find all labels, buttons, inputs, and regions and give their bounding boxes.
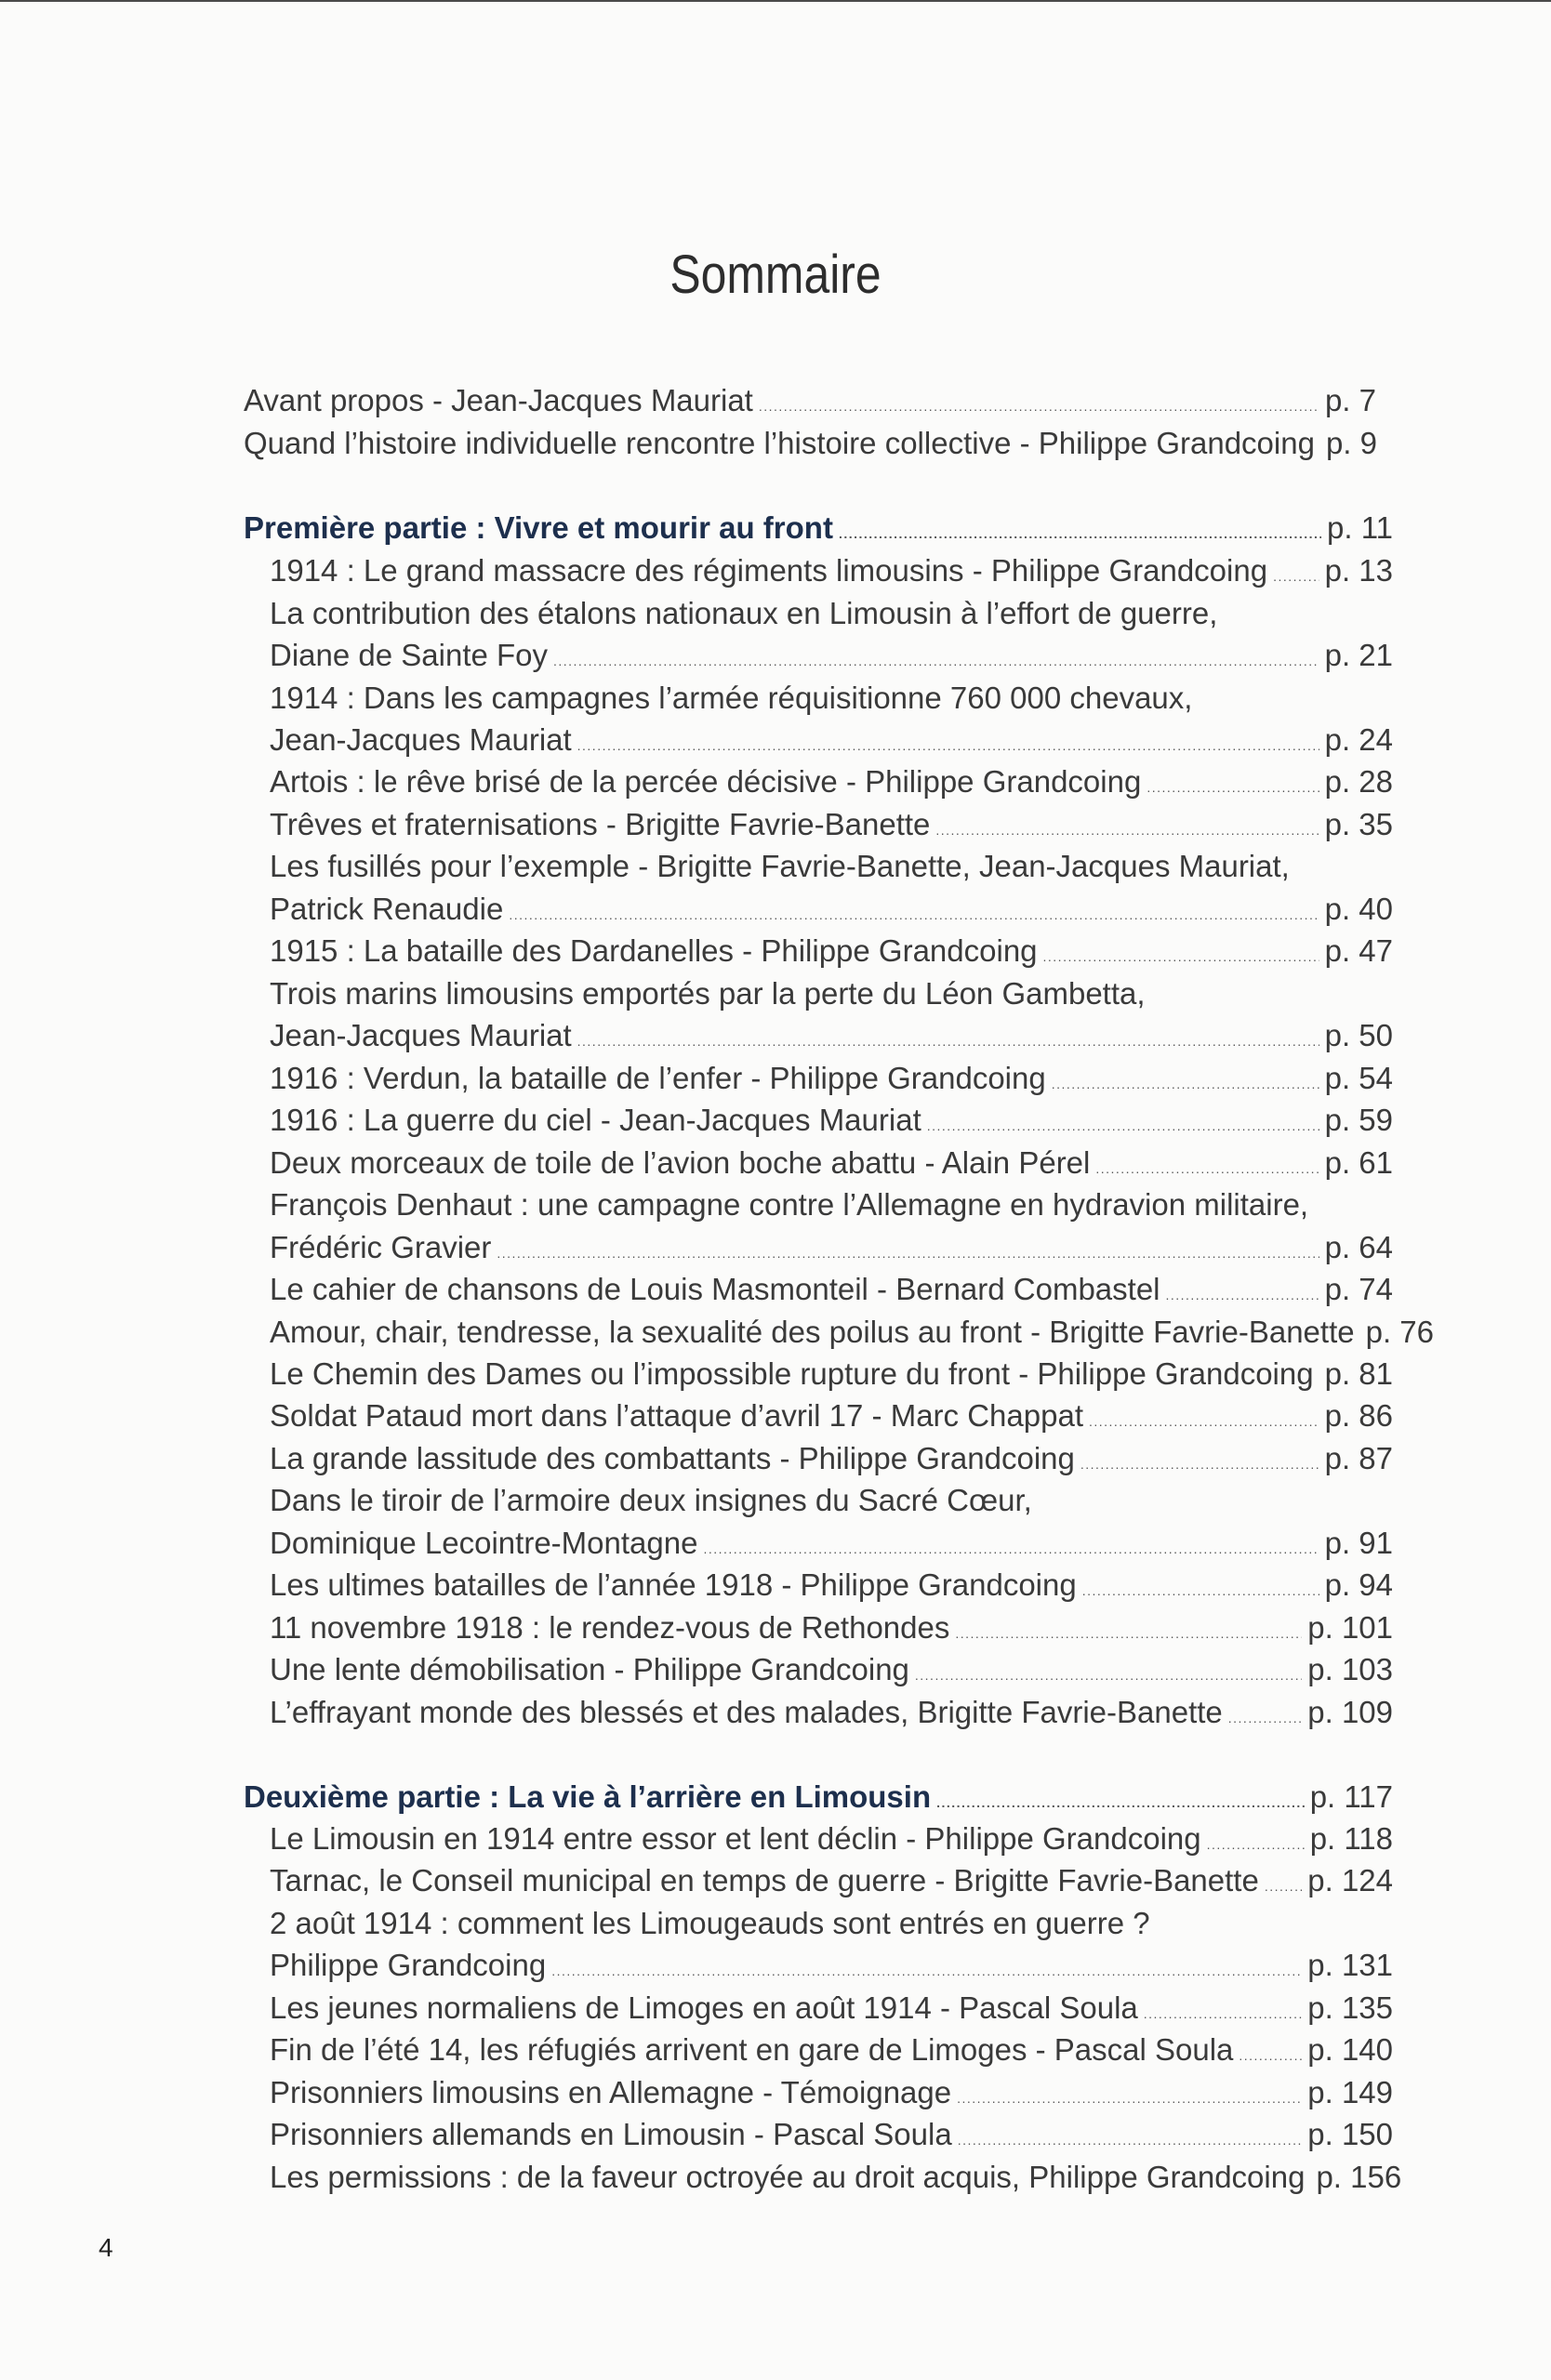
page-number: 4 [99, 2233, 113, 2262]
dot-leader [551, 1944, 1302, 1992]
toc-entry-title: Jean-Jacques Mauriat [270, 1018, 572, 1052]
toc-entry-page: p. 87 [1324, 1441, 1393, 1475]
toc-entry [270, 1564, 1393, 1606]
toc-entry-title: Trêves et fraternisations - Brigitte Favrie-Banette [270, 807, 931, 841]
toc-entry [270, 1268, 1393, 1311]
toc-entry [270, 930, 1393, 972]
toc-entry-title: 1916 : Verdun, la bataille de l’enfer - Philippe Grandcoing [270, 1061, 1046, 1095]
toc-entry [270, 2156, 1402, 2199]
toc-entry-page: p. 150 [1307, 2117, 1393, 2151]
dot-leader [1043, 930, 1319, 978]
dot-leader [915, 1648, 1302, 1697]
toc-entry [270, 1057, 1393, 1100]
toc-entry-page: p. 131 [1307, 1948, 1393, 1982]
toc-entry [270, 1014, 1393, 1057]
toc-entry-page: p. 118 [1309, 1821, 1393, 1856]
toc-entry-page: p. 149 [1307, 2075, 1393, 2109]
toc-entry [244, 379, 1376, 422]
toc-entry-title: Dominique Lecointre-Montagne [270, 1526, 698, 1560]
toc-entry-title: Les permissions : de la faveur octroyée au droit acquis, Philippe Grandcoing [270, 2160, 1306, 2194]
toc-entry-title: La grande lassitude des combattants - Philippe Grandcoing [270, 1441, 1075, 1475]
toc-entry-line: Les fusillés pour l’exemple - Brigitte Favrie-Banette, Jean-Jacques Mauriat, [270, 849, 1290, 883]
toc-entry-page: p. 50 [1324, 1018, 1393, 1052]
dot-leader [1273, 549, 1319, 598]
toc-entry-page: p. 135 [1307, 1990, 1393, 2025]
toc-entry [270, 1142, 1393, 1184]
toc-entry-title: Deux morceaux de toile de l’avion boche abattu - Alain Pérel [270, 1145, 1091, 1180]
toc-part-heading [244, 1776, 1393, 1818]
toc-entry [270, 1311, 1434, 1354]
dot-leader [958, 2113, 1303, 2162]
dot-leader [839, 507, 1321, 555]
toc-entry [270, 1353, 1393, 1395]
toc-entry-line: Trois marins limousins emportés par la perte du Léon Gambetta, [270, 976, 1146, 1011]
toc-entry [270, 2029, 1393, 2071]
toc-entry-title: 1915 : La bataille des Dardanelles - Philippe Grandcoing [270, 933, 1038, 968]
toc-entry [270, 803, 1393, 846]
toc-entry-line: Dans le tiroir de l’armoire deux insignes du Sacré Cœur, [270, 1483, 1032, 1517]
toc-entry-line: 2 août 1914 : comment les Limougeauds sont entrés en guerre ? [270, 1906, 1150, 1940]
toc-entry-title: 1916 : La guerre du ciel - Jean-Jacques Mauriat [270, 1103, 921, 1137]
toc-entry-page: p. 47 [1324, 933, 1393, 968]
toc-entry-title: 1914 : Le grand massacre des régiments limousins - Philippe Grandcoing [270, 553, 1268, 588]
dot-leader [1166, 1268, 1319, 1316]
dot-leader [577, 1014, 1319, 1063]
toc-entry [270, 888, 1393, 931]
toc-entry-title: Philippe Grandcoing [270, 1948, 547, 1982]
toc-entry-line: La contribution des étalons nationaux en Limousin à l’effort de guerre, [270, 596, 1218, 630]
toc-entry-page: p. 61 [1324, 1145, 1393, 1180]
toc-entry-title: Une lente démobilisation - Philippe Grandcoing [270, 1652, 909, 1686]
toc-entry-page: p. 9 [1325, 426, 1377, 460]
toc-entry-page: p. 91 [1324, 1526, 1393, 1560]
toc-entry-page: p. 140 [1307, 2032, 1393, 2067]
toc-entry-page: p. 94 [1324, 1567, 1393, 1602]
dot-leader [1147, 760, 1319, 809]
toc-entry [270, 1099, 1393, 1142]
dot-leader [927, 1099, 1319, 1147]
toc-entry-title: Artois : le rêve brisé de la percée décisive - Philippe Grandcoing [270, 764, 1142, 799]
toc-entry [270, 1437, 1393, 1480]
toc-entry-page: p. 21 [1324, 638, 1393, 672]
toc-entry-line: 1914 : Dans les campagnes l’armée réquisitionne 760 000 chevaux, [270, 681, 1193, 715]
toc-entry-title: Les ultimes batailles de l’année 1918 - Philippe Grandcoing [270, 1567, 1077, 1602]
toc-entry-title: Frédéric Gravier [270, 1230, 492, 1264]
toc-entry-page: p. 11 [1327, 510, 1393, 545]
toc-entry-page: p. 76 [1365, 1315, 1434, 1349]
dot-leader [553, 634, 1319, 682]
toc-entry-page: p. 28 [1324, 764, 1393, 799]
toc-entry-title: Quand l’histoire individuelle rencontre l’histoire collective - Philippe Grandcoing [244, 426, 1315, 460]
toc-entry-page: p. 156 [1316, 2160, 1402, 2194]
dot-leader [1080, 1437, 1319, 1486]
toc-entry-page: p. 13 [1324, 553, 1393, 588]
toc-entry-page: p. 35 [1324, 807, 1393, 841]
toc-entry [270, 549, 1393, 592]
toc-entry-title: Soldat Pataud mort dans l’attaque d’avril 17 - Marc Chappat [270, 1398, 1083, 1433]
dot-leader [1239, 2029, 1302, 2077]
toc-entry-title: Avant propos - Jean-Jacques Mauriat [244, 383, 753, 417]
toc-entry [270, 1522, 1393, 1565]
toc-entry-title: Prisonniers allemands en Limousin - Pascal Soula [270, 2117, 952, 2151]
toc-entry [270, 2113, 1393, 2156]
toc-part-heading [244, 507, 1393, 549]
toc-entry [270, 1226, 1393, 1269]
part-title: Première partie : Vivre et mourir au front [244, 510, 833, 545]
dot-leader [759, 379, 1319, 428]
toc-entry-title: Fin de l’été 14, les réfugiés arrivent en gare de Limoges - Pascal Soula [270, 2032, 1234, 2067]
toc-entry [270, 2071, 1393, 2114]
dot-leader [1265, 1859, 1302, 1908]
dot-leader [1082, 1564, 1319, 1612]
page-title: Sommaire [669, 245, 882, 305]
toc-entry [270, 719, 1393, 761]
toc-entry-title: Jean-Jacques Mauriat [270, 722, 572, 757]
toc-entry-title: Diane de Sainte Foy [270, 638, 549, 672]
toc-entry [270, 1606, 1393, 1649]
part-title: Deuxième partie : La vie à l’arrière en Limousin [244, 1779, 932, 1814]
toc-entry-page: p. 24 [1324, 722, 1393, 757]
toc-entry-page: p. 117 [1309, 1779, 1393, 1814]
toc-entry-title: 11 novembre 1918 : le rendez-vous de Rethondes [270, 1610, 950, 1645]
toc-entry-title: Le Limousin en 1914 entre essor et lent déclin - Philippe Grandcoing [270, 1821, 1201, 1856]
toc-entry-title: Amour, chair, tendresse, la sexualité des poilus au front - Brigitte Favrie-Banette [270, 1315, 1355, 1349]
toc-entry-page: p. 124 [1307, 1863, 1393, 1897]
toc-entry-page: p. 86 [1324, 1398, 1393, 1433]
toc-entry-page: p. 101 [1307, 1610, 1393, 1645]
toc-entry [270, 1987, 1393, 2030]
toc-entry-page: p. 74 [1324, 1272, 1393, 1306]
toc-entry-title: Les jeunes normaliens de Limoges en août 1914 - Pascal Soula [270, 1990, 1138, 2025]
toc-entry-title: Le Chemin des Dames ou l’impossible rupture du front - Philippe Grandcoing [270, 1356, 1314, 1391]
toc-entry [270, 1691, 1393, 1734]
toc-entry-page: p. 7 [1324, 383, 1376, 417]
toc-entry-page: p. 59 [1324, 1103, 1393, 1137]
toc-entry-page: p. 40 [1324, 892, 1393, 926]
toc-entry-title: L’effrayant monde des blessés et des malades, Brigitte Favrie-Banette [270, 1695, 1223, 1729]
toc-entry-page: p. 109 [1307, 1695, 1393, 1729]
dot-leader [1089, 1395, 1319, 1443]
toc-entry [244, 422, 1376, 465]
toc-entry-page: p. 54 [1324, 1061, 1393, 1095]
toc-entry-title: Le cahier de chansons de Louis Masmonteil - Bernard Combastel [270, 1272, 1160, 1306]
toc-entry-title: Prisonniers limousins en Allemagne - Témoignage [270, 2075, 952, 2109]
dot-leader [1228, 1691, 1302, 1739]
toc-entry [270, 1648, 1393, 1691]
toc-entry-title: Tarnac, le Conseil municipal en temps de guerre - Brigitte Favrie-Banette [270, 1863, 1259, 1897]
toc-entry [270, 760, 1393, 803]
toc-entry-page: p. 103 [1307, 1652, 1393, 1686]
toc-entry-title: Patrick Renaudie [270, 892, 504, 926]
toc-entry-page: p. 81 [1324, 1356, 1393, 1391]
toc-entry [270, 1944, 1393, 1987]
toc-entry [270, 1395, 1393, 1437]
toc-entry-line: François Denhaut : une campagne contre l’Allemagne en hydravion militaire, [270, 1187, 1309, 1222]
toc-entry [270, 634, 1393, 677]
toc-entry-page: p. 64 [1324, 1230, 1393, 1264]
toc-entry [270, 1859, 1393, 1902]
toc-entry [270, 1818, 1393, 1860]
